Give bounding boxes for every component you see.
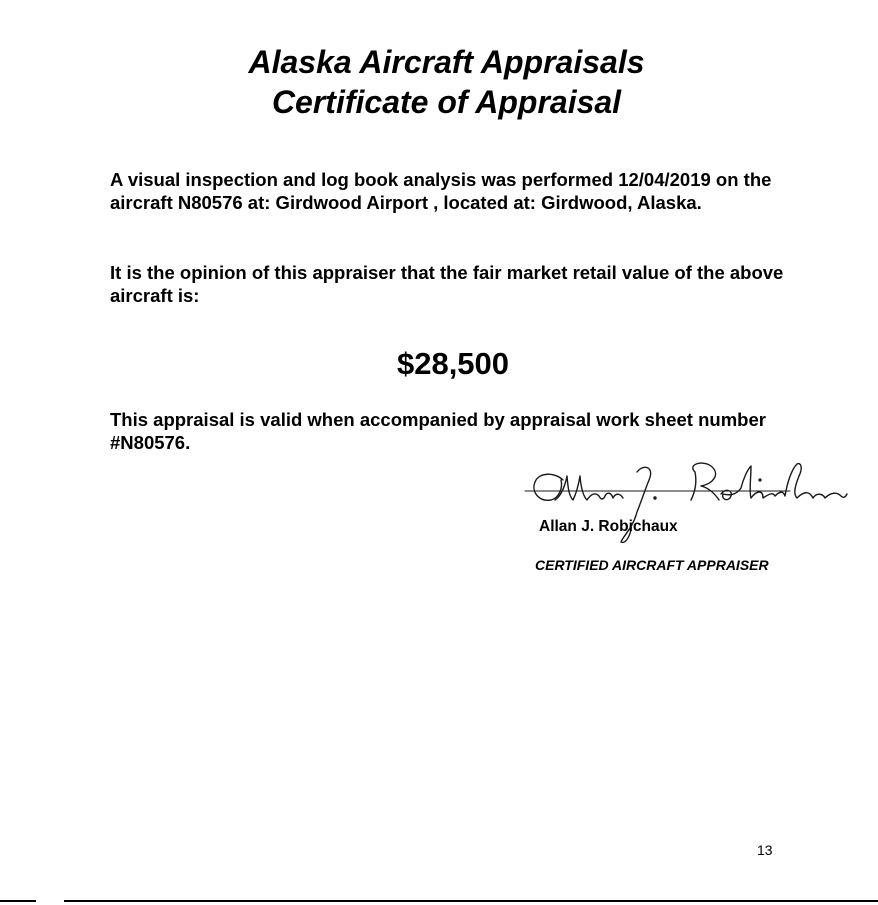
document-title: Certificate of Appraisal xyxy=(271,84,622,120)
appraiser-title: CERTIFIED AIRCRAFT APPRAISER xyxy=(535,557,769,573)
signature-stroke xyxy=(721,464,847,500)
inspection-statement: A visual inspection and log book analysis was performed 12/04/2019 on the aircraft N80576 at: Girdwood Airport , located at: Girdwood, Alaska. xyxy=(110,169,772,213)
opinion-statement: It is the opinion of this appraiser that the fair market retail value of the above aircraft is: xyxy=(110,262,784,306)
bottom-rule-gap xyxy=(36,900,64,902)
appraised-value: $28,500 xyxy=(396,346,510,381)
handwritten-signature xyxy=(525,458,855,553)
bottom-rule xyxy=(0,900,878,902)
title-block xyxy=(0,42,878,122)
signature-dot xyxy=(759,479,761,481)
appraiser-name: Allan J. Robichaux xyxy=(539,518,678,535)
page-number: 13 xyxy=(757,842,773,858)
signature-period xyxy=(654,497,656,499)
signature-stroke xyxy=(691,463,719,500)
signature-stroke xyxy=(555,476,623,500)
company-name: Alaska Aircraft Appraisals xyxy=(248,44,645,80)
validity-statement: This appraisal is valid when accompanied by appraisal work sheet number #N80576. xyxy=(110,409,766,453)
